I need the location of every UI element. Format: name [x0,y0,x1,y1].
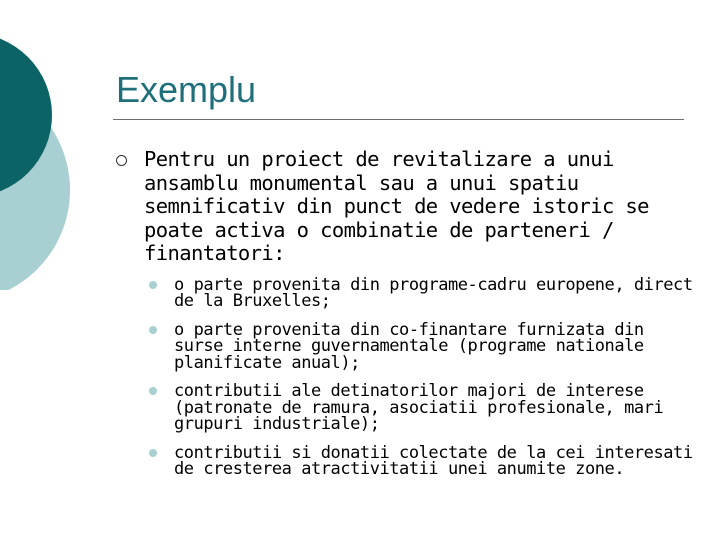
sub-bullet-text: o parte provenita din co-finantare furnizata din surse interne guvernamentale (programe nationale planificate anual); [174,319,644,373]
sub-bullet-text: contributii si donatii colectate de la cei interesati de cresterea atractivitatii unei anumite zone. [174,442,693,479]
sub-bullet-item [146,442,696,479]
slide-title: Exemplu [116,69,257,110]
sub-bullet-text: contributii ale detinatorilor majori de interese (patronate de ramura, asociatii profesionale, mari grupuri industriale); [174,381,664,434]
main-bullet-text: Pentru un proiect de revitalizare a unui ansamblu monumental sau a unui spatiu semnificativ din punct de vedere istoric se poate activa o combinatie de parteneri / finantatori: [144,147,649,265]
filled-circle-icon [149,449,157,457]
sub-bullet-list [116,274,696,479]
sub-bullet-item [146,319,696,373]
filled-circle-icon [149,281,157,289]
decorative-circles [0,0,90,290]
sub-bullet-text: o parte provenita din programe-cadru europene, direct de la Bruxelles; [174,274,693,311]
main-bullet-item [116,148,696,266]
filled-circle-icon [149,387,157,395]
hollow-circle-icon [116,155,127,166]
sub-bullet-item [146,274,696,311]
sub-bullet-item [146,383,696,433]
filled-circle-icon [149,326,157,334]
slide-body [116,148,696,490]
title-divider [113,119,684,120]
